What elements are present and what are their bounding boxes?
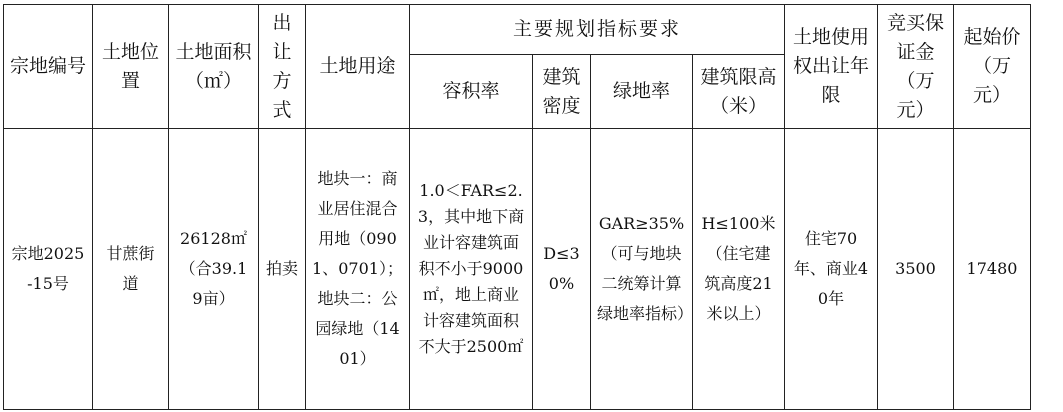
header-density: 建筑密度	[533, 55, 591, 129]
header-transfer-method: 出让方式	[259, 5, 306, 129]
header-area: 土地面积（㎡）	[169, 5, 259, 129]
header-far: 容积率	[410, 55, 533, 129]
cell-parcel-no: 宗地2025-15号	[4, 129, 93, 410]
header-land-use: 土地用途	[306, 5, 410, 129]
header-green-ratio: 绿地率	[591, 55, 693, 129]
cell-height-limit: H≤100米（住宅建筑高度21米以上）	[693, 129, 785, 410]
header-planning-group: 主要规划指标要求	[410, 5, 785, 55]
cell-transfer-method: 拍卖	[259, 129, 306, 410]
cell-density: D≤30%	[533, 129, 591, 410]
cell-green-ratio: GAR≥35%（可与地块二统筹计算绿地率指标）	[591, 129, 693, 410]
cell-land-use: 地块一：商业居住混合用地（0901、0701）；地块二：公园绿地（1401）	[306, 129, 410, 410]
header-parcel-no: 宗地编号	[4, 5, 93, 129]
cell-area: 26128㎡（合39.19亩）	[169, 129, 259, 410]
cell-location: 甘蔗街道	[93, 129, 169, 410]
cell-far: 1.0＜FAR≤2.3，其中地下商业计容建筑面积不小于9000㎡，地上商业计容建筑面积不大于2500㎡	[410, 129, 533, 410]
header-start-price: 起始价（万元）	[954, 5, 1031, 129]
header-deposit: 竞买保证金（万元）	[878, 5, 954, 129]
cell-deposit: 3500	[878, 129, 954, 410]
land-parcel-table	[3, 4, 1031, 410]
header-location: 土地位置	[93, 5, 169, 129]
header-term: 土地使用权出让年限	[785, 5, 878, 129]
cell-term: 住宅70年、商业40年	[785, 129, 878, 410]
table-row	[4, 129, 1031, 410]
cell-start-price: 17480	[954, 129, 1031, 410]
header-height-limit: 建筑限高（米）	[693, 55, 785, 129]
